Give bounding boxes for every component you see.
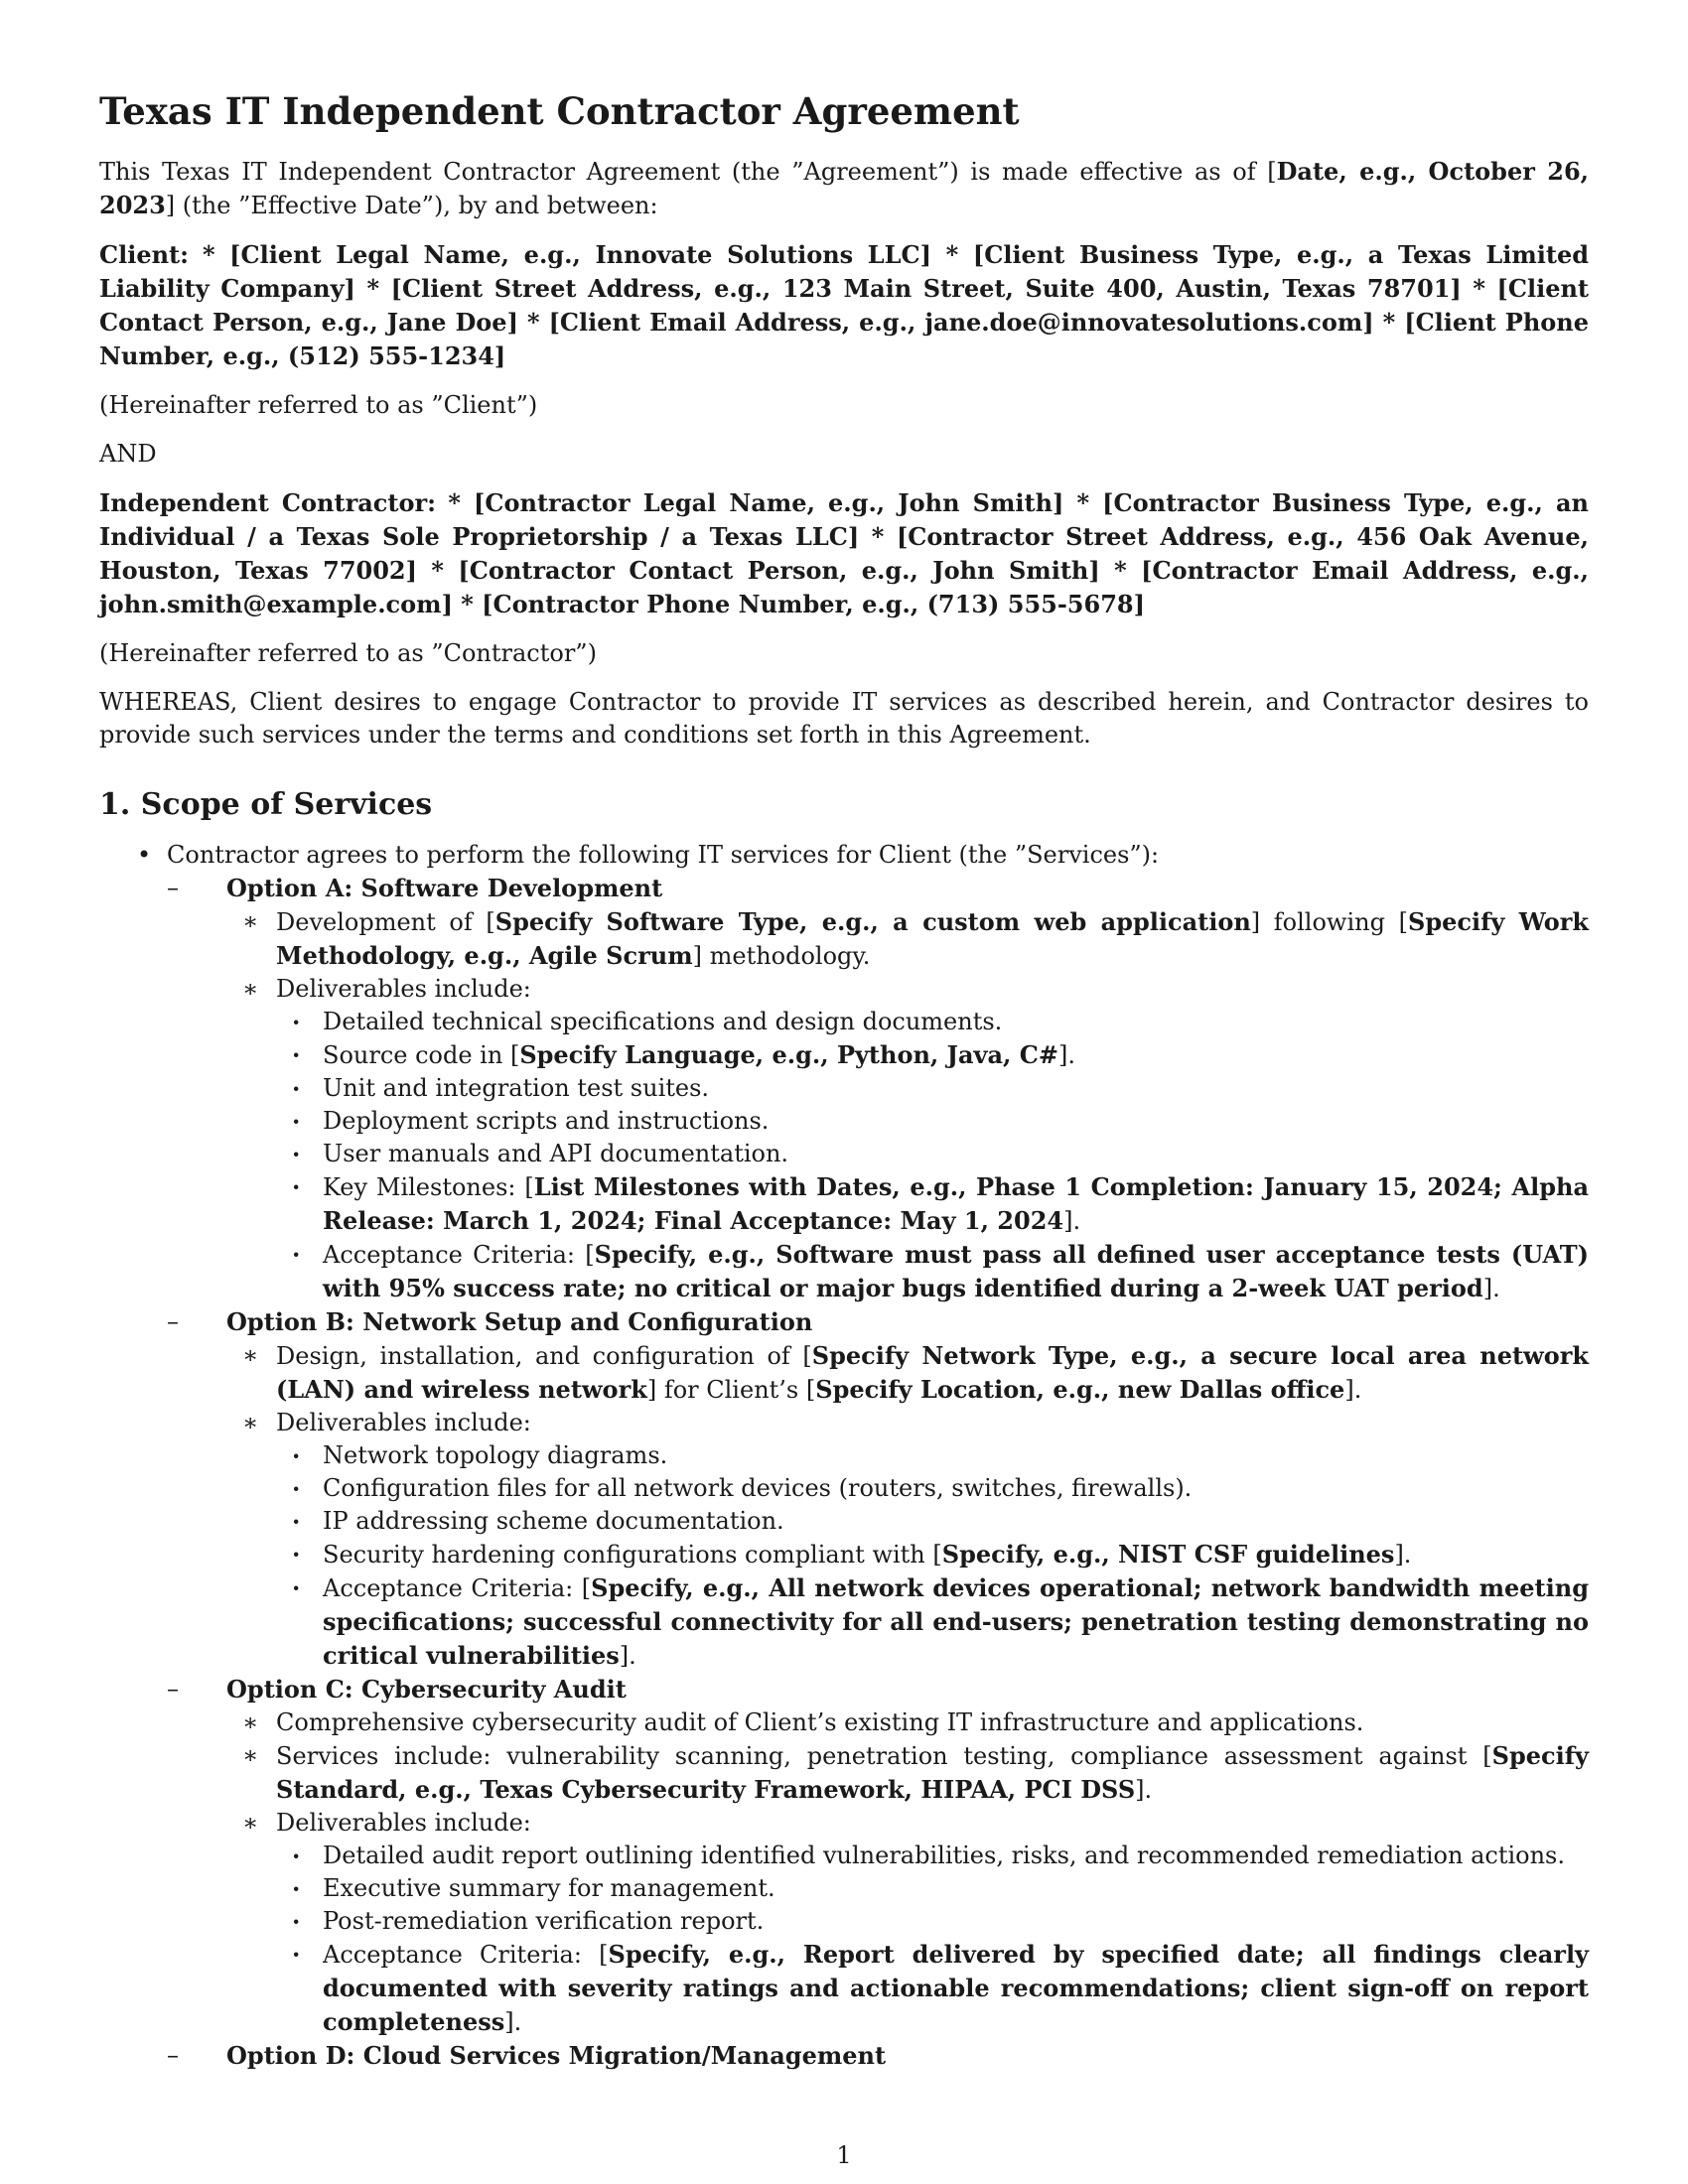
text-fragment: ].: [1063, 1207, 1081, 1235]
contractor-block: [99, 486, 1589, 621]
list-item: [276, 1571, 1589, 1673]
document-title: Texas IT Independent Contractor Agreement: [99, 89, 1020, 133]
text-fragment: ].: [1344, 1376, 1362, 1404]
acceptance-criteria-placeholder: Specify, e.g., Software must pass all defined user acceptance tests (UAT) with 95% success rate; no critical or major bugs identified during a 2-week UAT period: [323, 1240, 1589, 1302]
text-fragment: ].: [1482, 1275, 1500, 1302]
list-item: · Network topology diagrams.: [276, 1439, 1589, 1472]
list-item: [276, 1170, 1589, 1238]
text-fragment: Acceptance Criteria: [: [323, 1241, 595, 1269]
text-fragment: Services include: vulnerability scanning, penetration testing, compliance assessment against [: [276, 1742, 1492, 1770]
option-a-deliverables: [226, 973, 1589, 1305]
option-a-item: [167, 872, 1589, 1305]
option-b-title: Option B: Network Setup and Configuration: [226, 1307, 813, 1336]
software-type-placeholder: Specify Software Type, e.g., a custom web application: [494, 907, 1251, 936]
list-item: · Configuration files for all network devices (routers, switches, firewalls).: [276, 1472, 1589, 1505]
milestones-placeholder: List Milestones with Dates, e.g., Phase 1 Completion: January 15, 2024; Alpha Release: March 1, 2024; Final Acceptance: May 1, 2024: [323, 1172, 1589, 1235]
intro-paragraph: [99, 155, 1589, 222]
list-item: · Post-remediation verification report.: [276, 1905, 1589, 1938]
deliverables-label: Deliverables include:: [276, 1809, 531, 1837]
text-fragment: Acceptance Criteria: [: [323, 1574, 592, 1602]
methodology-placeholder: Specify Work Methodology, e.g., Agile Scrum: [276, 907, 1590, 970]
text-fragment: Development of [: [276, 908, 495, 936]
option-b-deliverables-list: [276, 1439, 1589, 1673]
option-c-audit: ∗ Comprehensive cybersecurity audit of Client’s existing IT infrastructure and applications.: [226, 1706, 1589, 1739]
option-b-item: [167, 1305, 1589, 1673]
list-item: · User manuals and API documentation.: [276, 1138, 1589, 1170]
scope-lead-text: Contractor agrees to perform the following IT services for Client (the ”Services”):: [167, 841, 1160, 869]
contractor-details: * [Contractor Legal Name, e.g., John Smith] * [Contractor Business Type, e.g., an Individual / a Texas Sole Proprietorship / a Texas LLC] * [Contractor Street Address, e.g., 456 Oak Avenue, Houston, Texas 77002] * [Contractor Contact Person, e.g., John Smith] * [Contractor Email Address, e.g., john.smith@example.com] * [Contractor Phone Number, e.g., (713) 555-5678]: [99, 488, 1589, 618]
option-d-item: [167, 2039, 1589, 2073]
deliverables-label: Deliverables include:: [276, 1409, 531, 1436]
and-separator: AND: [99, 440, 157, 468]
network-type-placeholder: Specify Network Type, e.g., a secure local area network (LAN) and wireless network: [276, 1341, 1589, 1404]
option-a-title: Option A: Software Development: [226, 874, 663, 902]
language-placeholder: Specify Language, e.g., Python, Java, C#: [519, 1040, 1058, 1069]
option-c-details: [226, 1706, 1589, 2039]
contractor-label: Independent Contractor:: [99, 488, 436, 517]
list-item: · IP addressing scheme documentation.: [276, 1505, 1589, 1538]
deliverables-label: Deliverables include:: [276, 975, 531, 1003]
compliance-standard-placeholder: Specify Standard, e.g., Texas Cybersecurity Framework, HIPAA, PCI DSS: [276, 1741, 1589, 1804]
intro-suffix: ] (the ”Effective Date”), by and between:: [165, 192, 658, 219]
list-item: [276, 1938, 1589, 2039]
contractor-reference: (Hereinafter referred to as ”Contractor”): [99, 639, 597, 667]
list-item: [276, 1238, 1589, 1305]
client-reference: (Hereinafter referred to as ”Client”): [99, 391, 538, 419]
effective-date-placeholder: Date, e.g., October 26, 2023: [99, 157, 1589, 219]
security-standard-placeholder: Specify, e.g., NIST CSF guidelines: [941, 1540, 1395, 1569]
scope-lead-item: [99, 839, 1589, 2073]
client-details: * [Client Legal Name, e.g., Innovate Solutions LLC] * [Client Business Type, e.g., a Texas Limited Liability Company] * [Client Street Address, e.g., 123 Main Street, Suite 400, Austin, Texas 78701] * [Client Contact Person, e.g., Jane Doe] * [Client Email Address, e.g., jane.doe@innovatesolutions.com] * [Client Phone Number, e.g., (512) 555-1234]: [99, 240, 1589, 370]
text-fragment: ] following [: [1250, 908, 1408, 936]
text-fragment: ].: [1394, 1541, 1412, 1569]
text-fragment: Design, installation, and configuration of [: [276, 1342, 812, 1370]
location-placeholder: Specify Location, e.g., new Dallas office: [815, 1375, 1345, 1404]
option-c-title: Option C: Cybersecurity Audit: [226, 1675, 627, 1704]
option-a-deliverables-list: [276, 1006, 1589, 1305]
option-a-details: [226, 905, 1589, 1305]
option-c-item: [167, 1673, 1589, 2039]
scope-list: [99, 839, 1589, 2073]
option-c-services: [226, 1739, 1589, 1807]
text-fragment: ].: [504, 2008, 522, 2036]
whereas-clause: WHEREAS, Client desires to engage Contractor to provide IT services as described herein, and Contractor desires to provide such services under the terms and conditions set forth in this Agreement.: [99, 688, 1589, 749]
text-fragment: ] for Client’s [: [646, 1376, 816, 1404]
list-item: [276, 1538, 1589, 1571]
option-c-deliverables: [226, 1807, 1589, 2039]
option-b-deliverables: [226, 1407, 1589, 1673]
service-options-list: [167, 872, 1589, 2073]
text-fragment: ] methodology.: [692, 942, 871, 970]
text-fragment: Source code in [: [323, 1041, 520, 1069]
document-page: [99, 87, 1589, 2073]
option-d-title: Option D: Cloud Services Migration/Management: [226, 2041, 887, 2070]
option-b-design: [226, 1339, 1589, 1407]
acceptance-criteria-placeholder: Specify, e.g., Report delivered by specified date; all findings clearly documented with severity ratings and actionable recommendations; client sign-off on report completeness: [323, 1940, 1590, 2036]
text-fragment: Key Milestones: [: [323, 1173, 534, 1201]
text-fragment: Security hardening configurations compliant with [: [323, 1541, 942, 1569]
list-item: [276, 1038, 1589, 1072]
intro-prefix: This Texas IT Independent Contractor Agreement (the ”Agreement”) is made effective as of [: [99, 158, 1277, 186]
option-b-details: [226, 1339, 1589, 1673]
client-label: Client:: [99, 240, 189, 269]
page-number: 1: [836, 2141, 852, 2169]
text-fragment: ].: [1057, 1041, 1075, 1069]
text-fragment: ].: [1135, 1776, 1153, 1804]
list-item: · Unit and integration test suites.: [276, 1072, 1589, 1105]
section-1-heading: 1. Scope of Services: [99, 787, 433, 822]
option-a-development: [226, 905, 1589, 973]
list-item: · Detailed technical specifications and design documents.: [276, 1006, 1589, 1038]
list-item: · Detailed audit report outlining identified vulnerabilities, risks, and recommended remediation actions.: [276, 1840, 1589, 1872]
client-block: [99, 238, 1589, 373]
option-c-deliverables-list: [276, 1840, 1589, 2039]
acceptance-criteria-placeholder: Specify, e.g., All network devices operational; network bandwidth meeting specifications; successful connectivity for all end-users; penetration testing demonstrating no critical vulnerabilities: [323, 1573, 1589, 1670]
list-item: · Executive summary for management.: [276, 1872, 1589, 1905]
list-item: · Deployment scripts and instructions.: [276, 1105, 1589, 1138]
text-fragment: ].: [619, 1642, 636, 1670]
text-fragment: Acceptance Criteria: [: [323, 1941, 609, 1969]
